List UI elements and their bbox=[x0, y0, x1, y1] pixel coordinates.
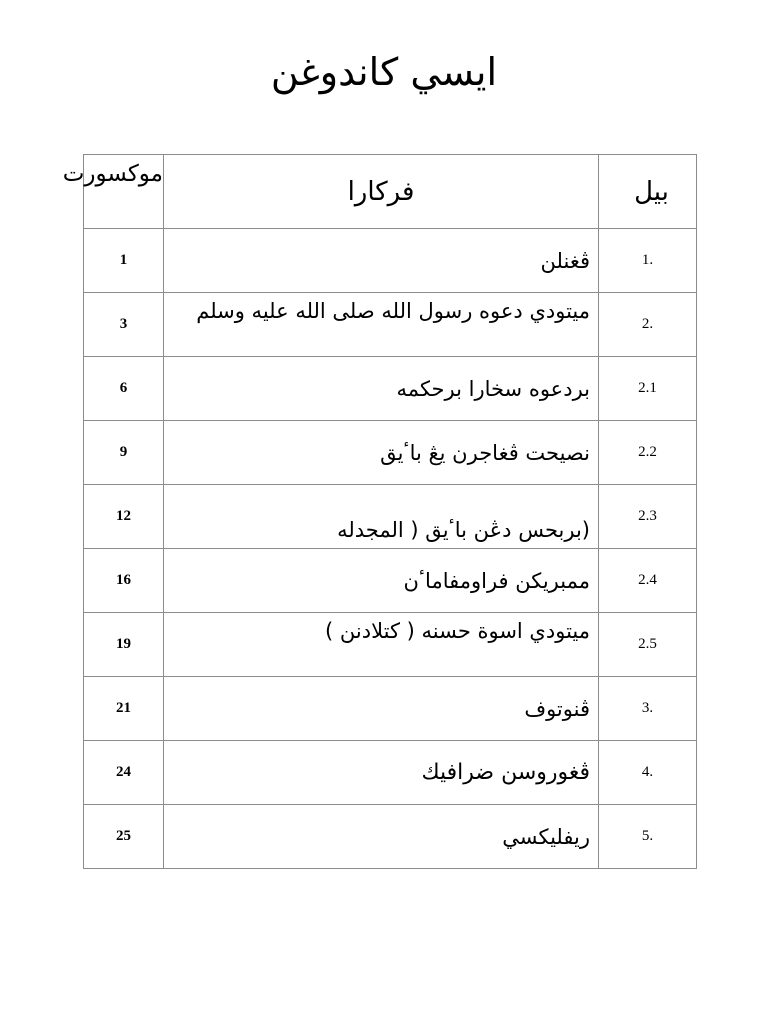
row-number: 2.4 bbox=[599, 549, 697, 613]
row-title: نصيحت ڤغاجرن يڠ باٴيق bbox=[164, 421, 599, 485]
row-page: 19 bbox=[84, 613, 164, 677]
header-page: موكسورت bbox=[84, 155, 164, 229]
row-page: 24 bbox=[84, 741, 164, 805]
row-page: 6 bbox=[84, 357, 164, 421]
row-title: ريفليكسي bbox=[164, 805, 599, 869]
table-row bbox=[84, 421, 697, 485]
row-title: بردعوه سخارا برحكمه bbox=[164, 357, 599, 421]
header-title: فركارا bbox=[164, 155, 599, 229]
table-row bbox=[84, 549, 697, 613]
row-number: 2.3 bbox=[599, 485, 697, 549]
row-page: 1 bbox=[84, 229, 164, 293]
table-row bbox=[84, 741, 697, 805]
row-number: 5. bbox=[599, 805, 697, 869]
table-row bbox=[84, 485, 697, 549]
row-page: 16 bbox=[84, 549, 164, 613]
table-of-contents bbox=[62, 154, 697, 869]
row-title: (بربحس دڠن باٴيق ( المجدله bbox=[164, 485, 599, 549]
table-row bbox=[84, 293, 697, 357]
table-row bbox=[84, 805, 697, 869]
row-page: 3 bbox=[84, 293, 164, 357]
document-title: ايسي كاندوغن bbox=[270, 50, 498, 94]
table-row bbox=[84, 229, 697, 293]
row-page: 21 bbox=[84, 677, 164, 741]
row-number: 2.1 bbox=[599, 357, 697, 421]
row-page: 25 bbox=[84, 805, 164, 869]
row-title: ڤغنلن bbox=[164, 229, 599, 293]
row-number: 4. bbox=[599, 741, 697, 805]
table-row bbox=[84, 613, 697, 677]
row-page: 12 bbox=[84, 485, 164, 549]
row-title: ميتودي اسوة حسنه ( كتلادنن ) bbox=[164, 613, 599, 677]
table-header-row bbox=[84, 155, 697, 229]
row-number: 2.2 bbox=[599, 421, 697, 485]
row-page: 9 bbox=[84, 421, 164, 485]
row-number: 3. bbox=[599, 677, 697, 741]
table-row bbox=[84, 357, 697, 421]
row-number: 2.5 bbox=[599, 613, 697, 677]
header-number: بيل bbox=[599, 155, 697, 229]
row-title: ممبريكن فراومفاماٴن bbox=[164, 549, 599, 613]
row-number: 2. bbox=[599, 293, 697, 357]
row-number: 1. bbox=[599, 229, 697, 293]
row-title: ڤنوتوف bbox=[164, 677, 599, 741]
row-title: ڤغوروسن ضرافيك bbox=[164, 741, 599, 805]
table-row bbox=[84, 677, 697, 741]
row-title: ميتودي دعوه رسول الله صلى الله عليه وسلم bbox=[164, 293, 599, 357]
